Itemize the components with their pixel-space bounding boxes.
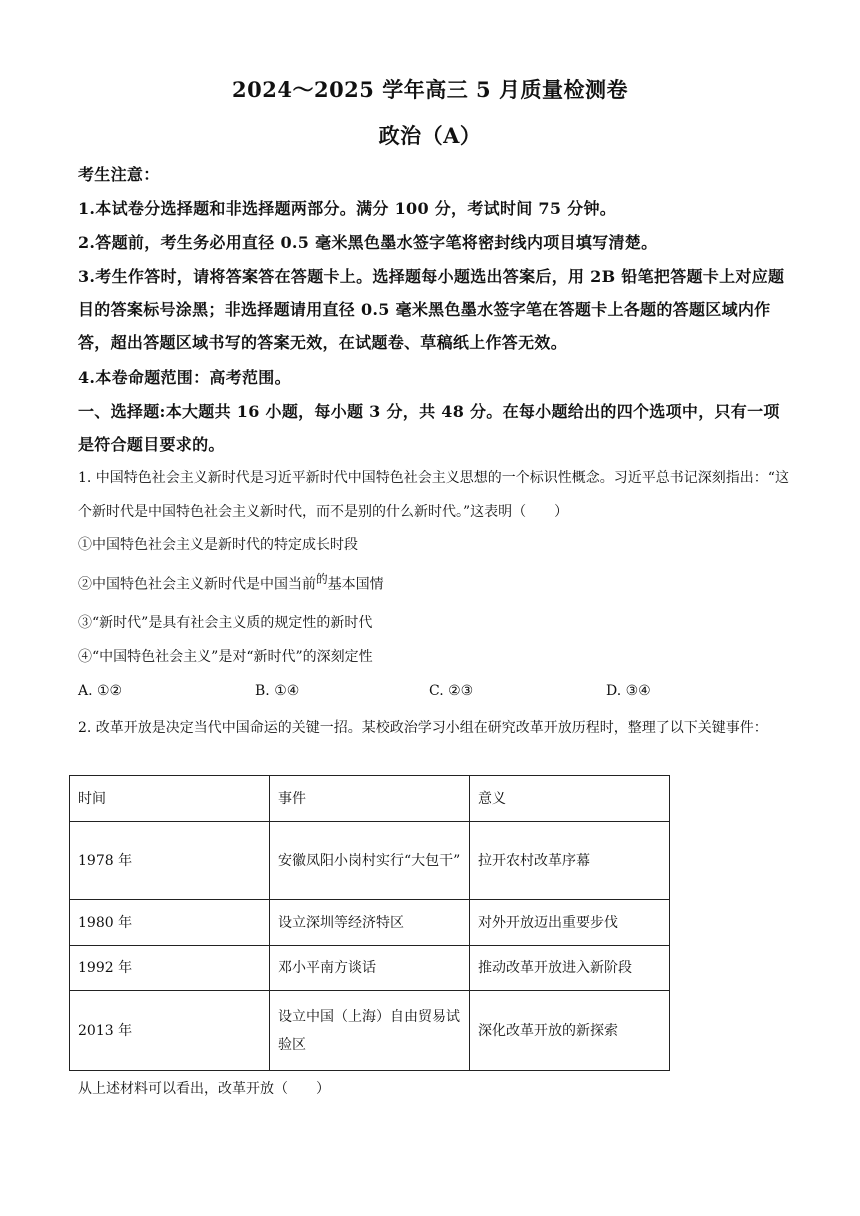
q1-statement-3: ③“新时代”是具有社会主义质的规定性的新时代 xyxy=(78,615,373,631)
notice-item-4: 4.本卷命题范围：高考范围。 xyxy=(78,368,291,387)
q1-option-b: B. ①④ xyxy=(255,683,300,699)
table-row xyxy=(70,900,670,946)
notice-item-2: 2.答题前，考生务必用直径 0.5 毫米黑色墨水签字笔将密封线内项目填写清楚。 xyxy=(78,233,658,252)
q1-statement-1: ①中国特色社会主义是新时代的特定成长时段 xyxy=(78,537,358,553)
table-cell-time: 1978 年 xyxy=(70,822,270,900)
table-row xyxy=(70,822,670,900)
table-cell-meaning: 拉开农村改革序幕 xyxy=(470,822,670,900)
table-cell-event: 设立中国（上海）自由贸易试验区 xyxy=(270,991,470,1071)
question-2-stem: 2. 改革开放是决定当代中国命运的关键一招。某校政治学习小组在研究改革开放历程时，整理了以下关键事件： xyxy=(78,720,768,736)
exam-title: 2024～2025 学年高三 5 月质量检测卷 xyxy=(232,77,628,102)
table-cell-time: 2013 年 xyxy=(70,991,270,1071)
question-1-stem: 1. 中国特色社会主义新时代是习近平新时代中国特色社会主义思想的一个标识性概念。习近平总书记深刻指出：“这个新时代是中国特色社会主义新时代，而不是别的什么新时代。”这表明（ ） xyxy=(78,470,789,520)
table-cell-meaning: 推动改革开放进入新阶段 xyxy=(470,946,670,991)
q1-statement-2-sup: 的 xyxy=(316,572,328,586)
section-1-heading: 一、选择题:本大题共 16 小题，每小题 3 分，共 48 分。在每小题给出的四个选项中，只有一项是符合题目要求的。 xyxy=(78,402,780,454)
table-cell-time: 1980 年 xyxy=(70,900,270,946)
table-cell-event: 安徽凤阳小岗村实行“大包干” xyxy=(270,822,470,900)
table-cell-time: 1992 年 xyxy=(70,946,270,991)
table-header-time: 时间 xyxy=(70,776,270,822)
question-2-tail: 从上述材料可以看出，改革开放（ ） xyxy=(78,1081,330,1097)
table-header-row xyxy=(70,776,670,822)
q1-statement-4: ④“中国特色社会主义”是对“新时代”的深刻定性 xyxy=(78,649,373,665)
reform-events-table xyxy=(69,775,670,1071)
table-row xyxy=(70,991,670,1071)
table-header-meaning: 意义 xyxy=(470,776,670,822)
table-cell-meaning: 对外开放迈出重要步伐 xyxy=(470,900,670,946)
q1-option-c: C. ②③ xyxy=(429,683,474,699)
table-cell-event: 设立深圳等经济特区 xyxy=(270,900,470,946)
q1-statement-2 xyxy=(78,569,384,595)
table-row xyxy=(70,946,670,991)
q1-option-a: A. ①② xyxy=(78,683,123,699)
q1-option-d: D. ③④ xyxy=(606,683,651,699)
q1-statement-2-part-b: 基本国情 xyxy=(327,576,384,593)
notice-item-1: 1.本试卷分选择题和非选择题两部分。满分 100 分，考试时间 75 分钟。 xyxy=(78,199,617,218)
exam-subject: 政治（A） xyxy=(378,123,482,148)
table-header-event: 事件 xyxy=(270,776,470,822)
notice-heading: 考生注意： xyxy=(78,165,160,184)
q1-statement-2-part-a: ②中国特色社会主义新时代是中国当前 xyxy=(78,576,316,593)
notice-item-3: 3.考生作答时，请将答案答在答题卡上。选择题每小题选出答案后，用 2B 铅笔把答题卡上对应题目的答案标号涂黑；非选择题请用直径 0.5 毫米黑色墨水签字笔在答题卡上各题的答题区域内作答，超出答题区域书写的答案无效，在试题卷、草稿纸上作答无效。 xyxy=(78,267,785,352)
table-cell-meaning: 深化改革开放的新探索 xyxy=(470,991,670,1071)
table-cell-event: 邓小平南方谈话 xyxy=(270,946,470,991)
